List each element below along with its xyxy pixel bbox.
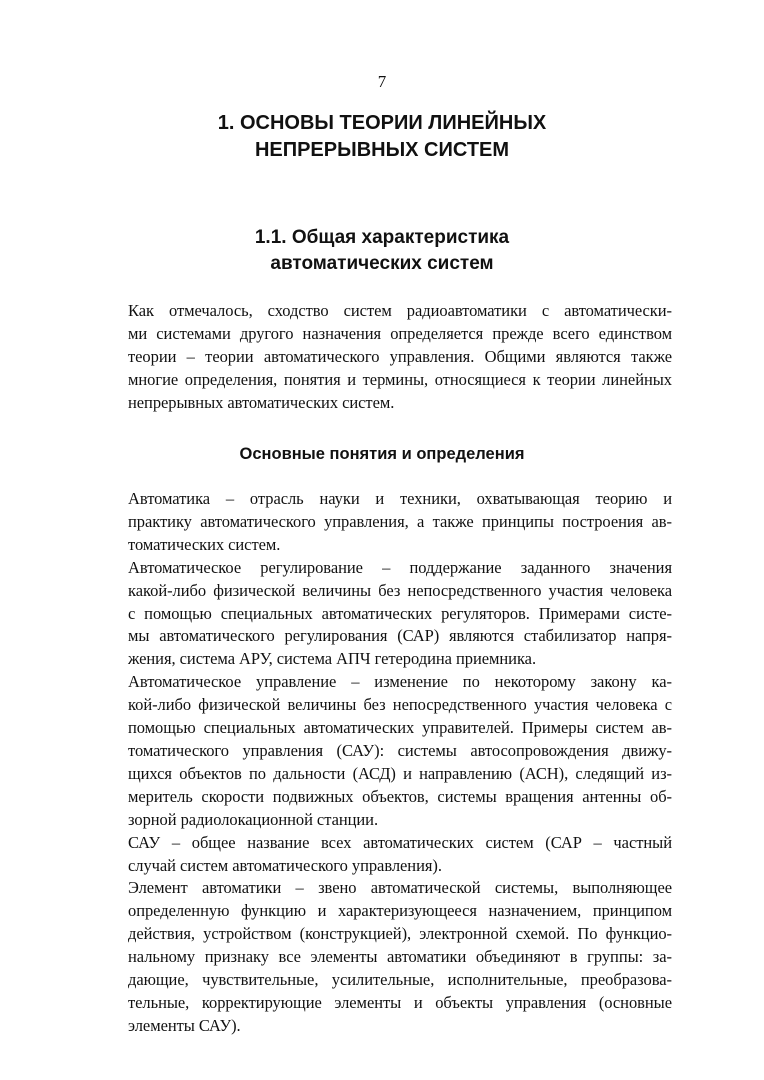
chapter-title-line: 1. ОСНОВЫ ТЕОРИИ ЛИНЕЙНЫХ — [217, 112, 547, 134]
text-line: жения, система АРУ, система АПЧ гетеродина приемника. — [128, 649, 537, 669]
text-line: Элемент автоматики – звено автоматической системы, выполняющее — [128, 878, 672, 898]
text-line: нальному признаку все элементы автоматики объединяют в группы: за- — [128, 947, 672, 967]
intro-block — [91, 300, 672, 415]
text-line: Автоматическое регулирование – поддержание заданного значения — [128, 557, 672, 577]
text-line: многие определения, понятия и термины, относящиеся к теории линейных — [128, 369, 672, 389]
paragraph-control — [91, 671, 672, 831]
text-line: Автоматическое управление – изменение по некоторому закону ка- — [128, 672, 672, 692]
text-line: щихся объектов по дальности (АСД) и направлению (АСН), следящий из- — [128, 763, 672, 783]
text-line: САУ – общее название всех автоматических систем (САР – частный — [128, 832, 672, 852]
section-title-line: автоматических систем — [270, 253, 494, 274]
intro-paragraph — [91, 300, 672, 415]
text-line: случай систем автоматического управления). — [128, 855, 442, 875]
text-line: Автоматика – отрасль науки и техники, охватывающая теорию и — [128, 489, 672, 508]
text-line: ми системами другого назначения определяется прежде всего единством — [128, 323, 672, 343]
text-line: помощью специальных автоматических управителей. Примеры систем ав- — [128, 718, 672, 738]
text-line: с помощью специальных автоматических регуляторов. Примерами систе- — [128, 603, 672, 623]
text-line: элементы САУ). — [128, 1015, 241, 1035]
paragraph-element — [91, 877, 672, 1037]
text-line: непрерывных автоматических систем. — [128, 392, 395, 412]
text-line: мы автоматического регулирования (САР) являются стабилизатор напря- — [128, 626, 672, 646]
paragraph-sau — [91, 832, 672, 878]
text-line: меритель скорости подвижных объектов, системы вращения антенны об- — [128, 786, 672, 806]
text-line: тельные, корректирующие элементы и объекты управления (основные — [128, 992, 672, 1012]
text-line: дающие, чувствительные, усилительные, исполнительные, преобразова- — [128, 970, 672, 990]
definitions-block — [91, 488, 672, 1038]
text-line: зорной радиолокационной станции. — [128, 809, 379, 829]
text-line: практику автоматического управления, а также принципы построения ав- — [128, 511, 672, 531]
text-line: Как отмечалось, сходство систем радиоавтоматики с автоматически- — [128, 301, 672, 320]
chapter-title — [90, 110, 674, 164]
text-line: определенную функцию и характеризующееся назначением, принципом — [128, 901, 672, 921]
text-line: кой-либо физической величины без непосредственного участия человека с — [128, 695, 672, 715]
text-line: какой-либо физической величины без непосредственного участия человека — [128, 580, 672, 600]
chapter-title-line: НЕПРЕРЫВНЫХ СИСТЕМ — [254, 139, 510, 161]
text-line: теории – теории автоматического управления. Общими являются также — [128, 346, 672, 366]
paragraph-automation — [91, 488, 672, 557]
paragraph-regulation — [91, 557, 672, 672]
page-number: 7 — [377, 72, 387, 91]
text-line: томатического управления (САУ): системы автосопровождения движу- — [128, 740, 672, 760]
text-line: действия, устройством (конструкцией), электронной схемой. По функцио- — [128, 924, 672, 944]
text-line: томатических систем. — [128, 534, 281, 554]
section-title-line: 1.1. Общая характеристика — [254, 227, 510, 248]
section-title — [90, 225, 674, 277]
subheading: Основные понятия и определения — [239, 445, 525, 463]
